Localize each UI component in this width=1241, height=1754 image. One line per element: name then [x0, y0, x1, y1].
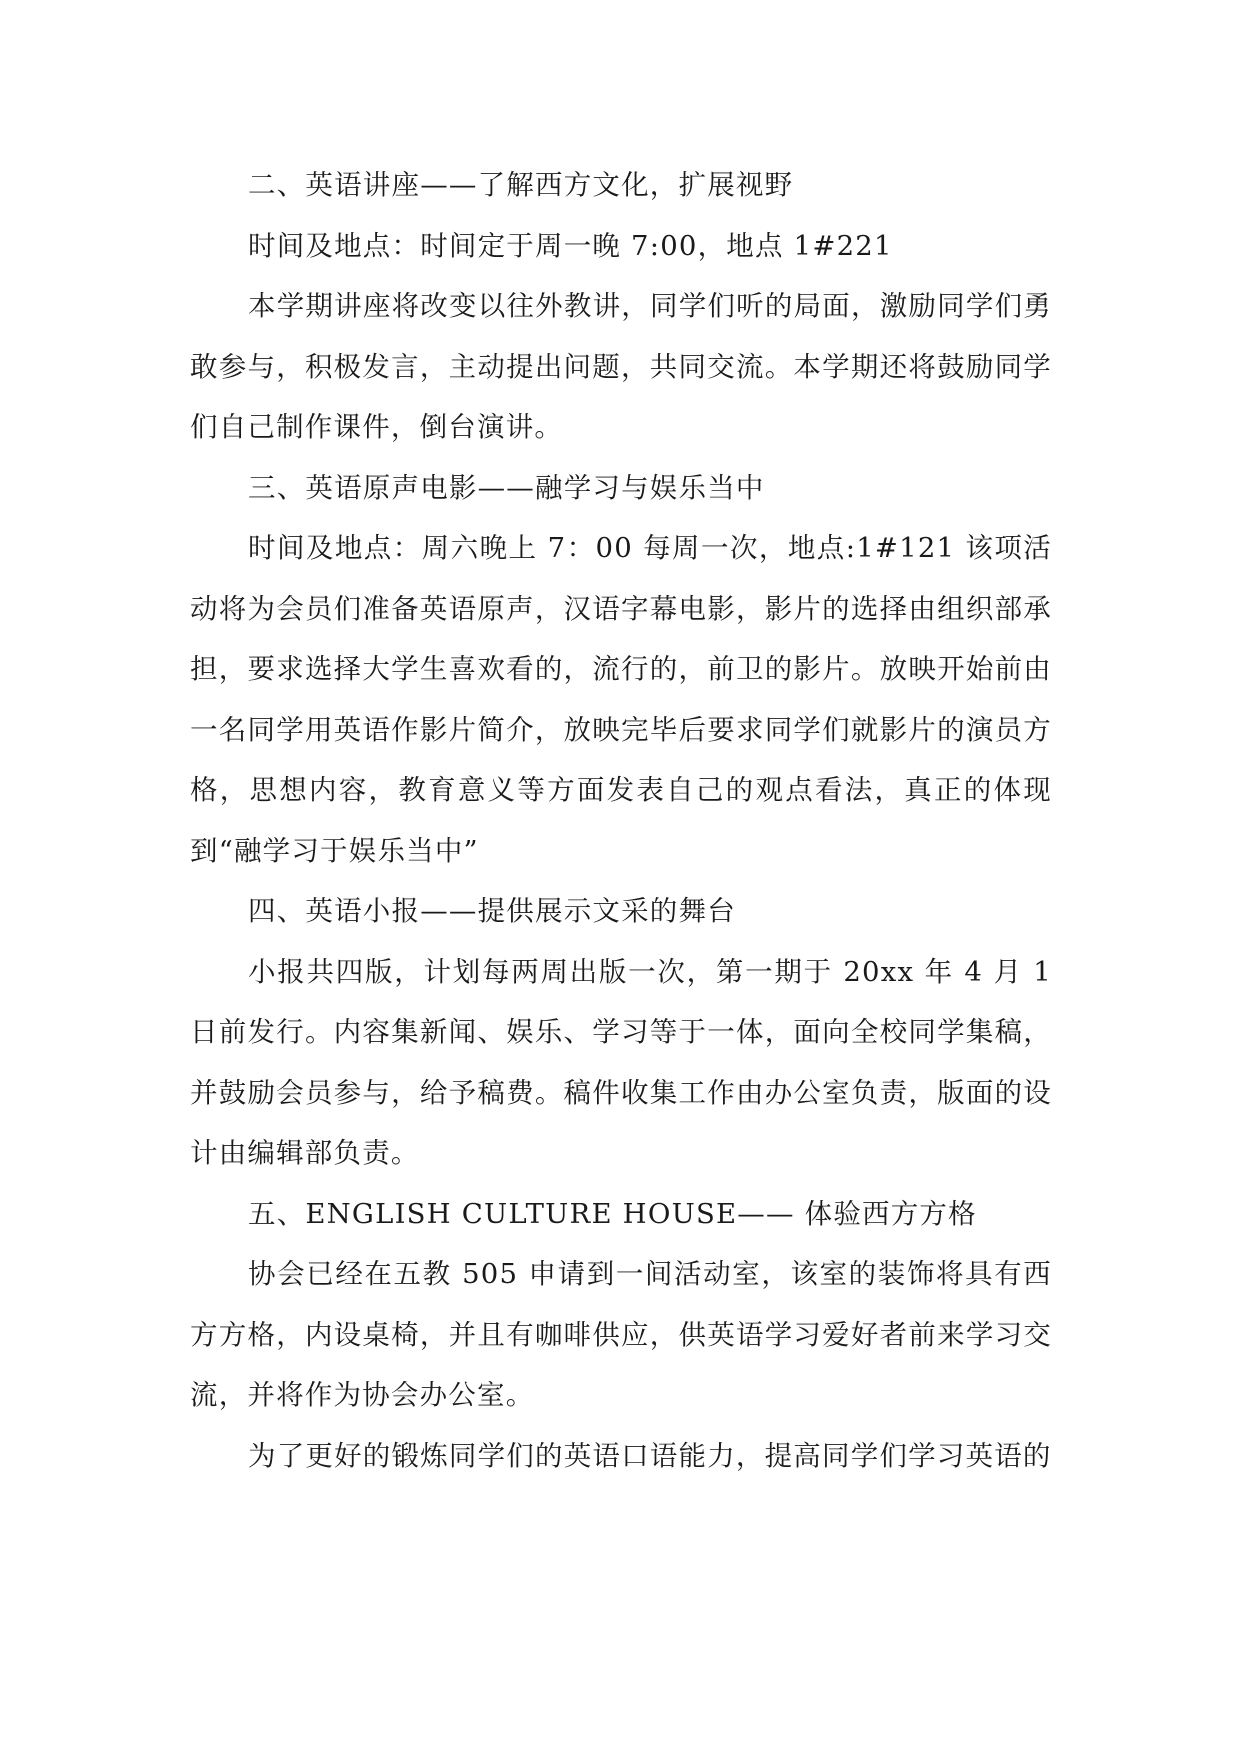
paragraph-culture-house-description: 协会已经在五教 505 申请到一间活动室，该室的装饰将具有西方方格，内设桌椅，并且有咖啡供应，供英语学习爱好者前来学习交流，并将作为协会办公室。 — [190, 1258, 1052, 1411]
section-heading-newspaper: 四、英语小报——提供展示文采的舞台 — [248, 895, 736, 927]
section-heading-movie: 三、英语原声电影——融学习与娱乐当中 — [248, 471, 765, 504]
paragraph-lecture-time-place: 时间及地点：时间定于周一晚 7:00，地点 1#221 — [248, 229, 893, 262]
paragraph-lecture-description: 本学期讲座将改变以往外教讲，同学们听的局面，激励同学们勇敢参与，积极发言，主动提出问题，共同交流。本学期还将鼓励同学们自己制作课件，倒台演讲。 — [190, 290, 1052, 443]
section-heading-culture-house: 五、ENGLISH CULTURE HOUSE—— 体验西方方格 — [248, 1197, 977, 1230]
document-body — [190, 155, 1052, 1486]
paragraph-closing: 为了更好的锻炼同学们的英语口语能力，提高同学们学习英语的 — [248, 1439, 1052, 1472]
paragraph-movie-description: 时间及地点：周六晚上 7：00 每周一次，地点:1#121 该项活动将为会员们准备英语原声，汉语字幕电影，影片的选择由组织部承担，要求选择大学生喜欢看的，流行的，前卫的影片。放映开始前由一名同学用英语作影片简介，放映完毕后要求同学们就影片的演员方格，思想内容，教育意义等方面发表自己的观点看法，真正的体现到“融学习于娱乐当中” — [190, 532, 1052, 867]
paragraph-newspaper-description: 小报共四版，计划每两周出版一次，第一期于 20xx 年 4 月 1 日前发行。内容集新闻、娱乐、学习等于一体，面向全校同学集稿，并鼓励会员参与，给予稿费。稿件收集工作由办公室负责，版面的设计由编辑部负责。 — [190, 955, 1052, 1169]
section-heading-lecture: 二、英语讲座——了解西方文化，扩展视野 — [248, 169, 794, 201]
